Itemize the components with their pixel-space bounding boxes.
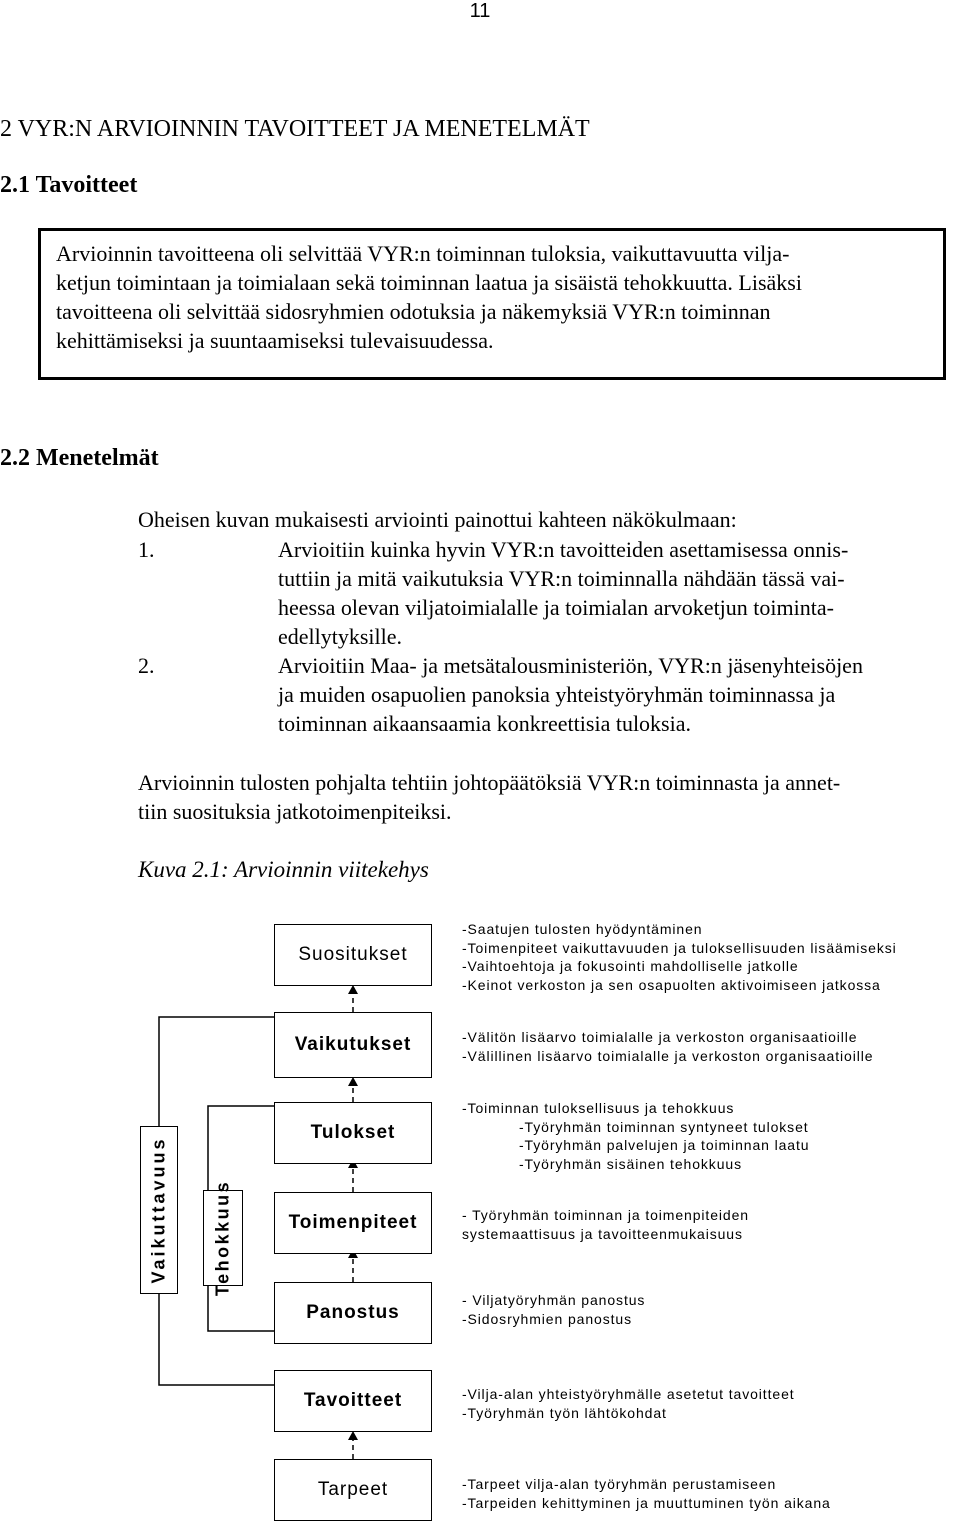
desc-panostus bbox=[462, 1291, 645, 1328]
desc-line: -Työryhmän toiminnan syntyneet tulokset bbox=[519, 1118, 809, 1135]
box-tarpeet-label: Tarpeet bbox=[317, 1479, 389, 1500]
desc-line: -Saatujen tulosten hyödyntäminen bbox=[462, 921, 703, 937]
box-panostus-label: Panostus bbox=[306, 1302, 400, 1323]
section-heading-methods: 2.2 Menetelmät bbox=[0, 445, 159, 471]
arrow-head-icon bbox=[348, 985, 358, 994]
list-number-1: 1. bbox=[138, 537, 155, 562]
goals-line: Arvioinnin tavoitteena oli selvittää VYR:n toiminnan tuloksia, vaikuttavuutta vilja- bbox=[56, 241, 790, 266]
desc-tulokset bbox=[462, 1099, 809, 1173]
list-item-1-line: heessa olevan viljatoimialalle ja toimialan arvoketjun toiminta- bbox=[278, 595, 834, 620]
methods-intro: Oheisen kuvan mukaisesti arviointi painottui kahteen näkökulmaan: bbox=[138, 507, 737, 532]
box-tavoitteet bbox=[274, 1370, 432, 1432]
section-heading-goals: 2.1 Tavoitteet bbox=[0, 172, 138, 198]
box-tavoitteet-label: Tavoitteet bbox=[303, 1390, 403, 1411]
desc-line: -Sidosryhmien panostus bbox=[462, 1310, 632, 1327]
desc-line: -Välillinen lisäarvo toimialalle ja verkoston organisaatioille bbox=[462, 1047, 874, 1064]
figure-caption: Kuva 2.1: Arvioinnin viitekehys bbox=[138, 857, 429, 882]
desc-tarpeet bbox=[462, 1475, 831, 1512]
box-panostus bbox=[274, 1282, 432, 1344]
desc-line: -Tarpeiden kehittyminen ja muuttuminen työn aikana bbox=[462, 1494, 831, 1511]
desc-tavoitteet bbox=[462, 1385, 795, 1422]
arrow-head-icon bbox=[348, 1431, 358, 1440]
desc-line: -Vaihtoehtoja ja fokusointi mahdolliselle jatkolle bbox=[462, 958, 799, 974]
bracket-tehokkuus-top bbox=[208, 1106, 274, 1190]
box-toimenpiteet bbox=[274, 1192, 432, 1254]
list-item-2-line: ja muiden osapuolien panoksia yhteistyöryhmän toiminnassa ja bbox=[278, 682, 836, 707]
box-suositukset-label: Suositukset bbox=[298, 944, 408, 965]
desc-line: systemaattisuus ja tavoitteenmukaisuus bbox=[462, 1225, 743, 1242]
bracket-vaikuttavuus-bottom bbox=[159, 1294, 274, 1385]
desc-line: -Työryhmän työn lähtökohdat bbox=[462, 1404, 667, 1421]
list-item-2-line: toiminnan aikaansaamia konkreettisia tuloksia. bbox=[278, 711, 691, 736]
box-toimenpiteet-label: Toimenpiteet bbox=[288, 1212, 418, 1233]
goals-line: kehittämiseksi ja suuntaamiseksi tulevaisuudessa. bbox=[56, 328, 494, 353]
desc-line: -Työryhmän palvelujen ja toiminnan laatu bbox=[519, 1137, 810, 1153]
list-item-1-line: edellytyksille. bbox=[278, 624, 403, 649]
box-vaikutukset-label: Vaikutukset bbox=[294, 1034, 412, 1055]
page-number: 11 bbox=[469, 0, 491, 22]
desc-line: -Tarpeet vilja-alan työryhmän perustamiseen bbox=[462, 1476, 777, 1492]
conclusion-line: Arvioinnin tulosten pohjalta tehtiin johtopäätöksiä VYR:n toiminnasta ja annet- bbox=[138, 770, 841, 795]
desc-line: -Työryhmän sisäinen tehokkuus bbox=[519, 1155, 742, 1172]
list-item-1-line: Arvioitiin kuinka hyvin VYR:n tavoitteiden asettamisessa onnis- bbox=[278, 537, 849, 562]
desc-line: - Työryhmän toiminnan ja toimenpiteiden bbox=[462, 1207, 749, 1223]
list-item-1-line: tuttiin ja mitä vaikutuksia VYR:n toiminnalla nähdään tässä vai- bbox=[278, 566, 845, 591]
desc-line: -Toiminnan tuloksellisuus ja tehokkuus bbox=[462, 1100, 735, 1116]
box-tarpeet bbox=[274, 1459, 432, 1521]
goals-line: ketjun toimintaan ja toimialaan sekä toiminnan laatua ja sisäistä tehokkuutta. Lisäksi bbox=[56, 270, 802, 295]
desc-line: -Keinot verkoston ja sen osapuolten aktivoimiseen jatkossa bbox=[462, 976, 881, 993]
chapter-heading: 2 VYR:N ARVIOINNIN TAVOITTEET JA MENETELMÄT bbox=[0, 116, 590, 142]
tehokkuus-label: Tehokkuus bbox=[212, 1179, 233, 1297]
desc-line: -Vilja-alan yhteistyöryhmälle asetetut tavoitteet bbox=[462, 1386, 795, 1402]
box-tulokset bbox=[274, 1102, 432, 1164]
list-item-2-line: Arvioitiin Maa- ja metsätalousministeriön, VYR:n jäsenyhteisöjen bbox=[278, 653, 863, 678]
desc-toimenpiteet bbox=[462, 1206, 749, 1243]
box-suositukset bbox=[274, 924, 432, 986]
vaikuttavuus-bar bbox=[140, 1126, 178, 1294]
desc-vaikutukset bbox=[462, 1028, 873, 1065]
tehokkuus-bar bbox=[203, 1179, 243, 1297]
desc-line: - Viljatyöryhmän panostus bbox=[462, 1292, 646, 1308]
vaikuttavuus-label: Vaikuttavuus bbox=[148, 1136, 169, 1284]
desc-suositukset bbox=[462, 920, 897, 994]
desc-line: -Toimenpiteet vaikuttavuuden ja tuloksellisuuden lisäämiseksi bbox=[462, 939, 897, 956]
goals-line: tavoitteena oli selvittää sidosryhmien odotuksia ja näkemyksiä VYR:n toiminnan bbox=[56, 299, 771, 324]
box-tulokset-label: Tulokset bbox=[310, 1122, 396, 1143]
conclusion-line: tiin suosituksia jatkotoimenpiteiksi. bbox=[138, 799, 452, 824]
list-number-2: 2. bbox=[138, 653, 155, 678]
desc-line: -Välitön lisäarvo toimialalle ja verkoston organisaatioille bbox=[462, 1029, 858, 1045]
bracket-vaikuttavuus-top bbox=[159, 1017, 274, 1126]
box-vaikutukset bbox=[274, 1012, 432, 1078]
arrow-head-icon bbox=[348, 1077, 358, 1086]
